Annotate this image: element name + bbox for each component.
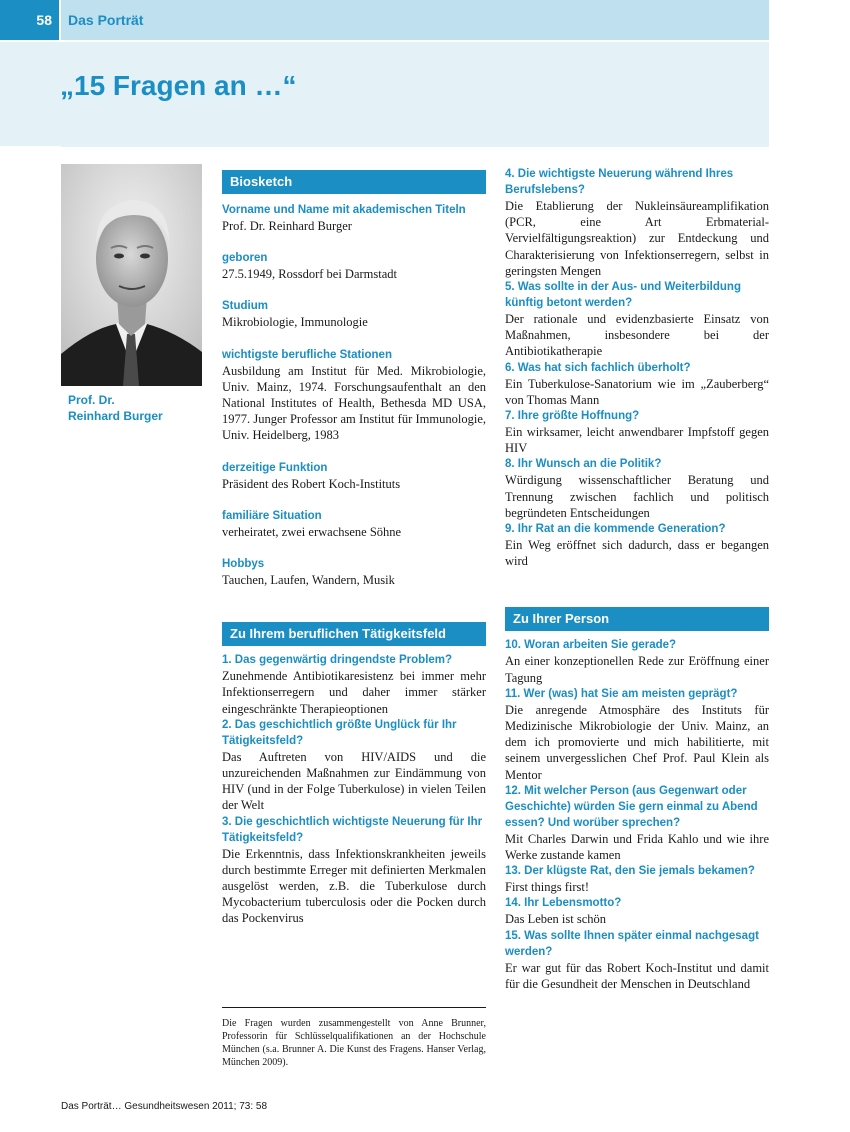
question: 9. Ihr Rat an die kommende Generation?	[505, 523, 726, 536]
question-block	[222, 814, 486, 927]
question: 10. Woran arbeiten Sie gerade?	[505, 639, 677, 652]
question-block	[505, 360, 769, 408]
bio-text: Mikrobiologie, Immunologie	[222, 315, 368, 330]
question-block	[505, 928, 769, 992]
photo-caption	[68, 392, 208, 424]
right-column	[505, 166, 769, 992]
bio-label: geboren	[222, 252, 268, 265]
question: 2. Das geschichtlich größte Unglück für Ihr Tätigkeitsfeld?	[222, 718, 457, 747]
bio-label: Vorname und Name mit akademischen Titeln	[222, 204, 466, 216]
question-block	[505, 863, 769, 895]
answer: Ein Weg eröffnet sich dadurch, dass er begangen wird	[505, 538, 769, 569]
question: 14. Ihr Lebensmotto?	[505, 897, 622, 910]
person-heading: Zu Ihrer Person	[505, 607, 769, 631]
question: 15. Was sollte Ihnen später einmal nachgesagt werden?	[505, 929, 759, 958]
bio-label: familiäre Situation	[222, 509, 322, 522]
bio-label: Studium	[222, 300, 268, 313]
answer: An einer konzeptionellen Rede zur Eröffnung einer Tagung	[505, 654, 769, 685]
question-block	[505, 456, 769, 521]
question-block	[505, 895, 769, 927]
bio-text: Ausbildung am Institut für Med. Mikrobiologie, Univ. Mainz, 1974. Forschungsaufenthalt an den National Institutes of Health, Bethesda MD USA, 1977. Junger Professor am Institut für Immunologie, Univ. Heidelberg, 1983	[222, 363, 486, 443]
answer: Er war gut für das Robert Koch-Institut und damit für die Gesundheit der Menschen in Deutschland	[505, 960, 769, 991]
caption-name: Reinhard Burger	[68, 409, 163, 423]
title-band	[0, 42, 769, 146]
question: 12. Mit welcher Person (aus Gegenwart oder Geschichte) würden Sie gern einmal zu Abend essen? Und worüber sprechen?	[505, 784, 758, 829]
section-title: Das Porträt	[61, 0, 769, 40]
question-block	[505, 521, 769, 569]
page-footer: Das Porträt… Gesundheitswesen 2011; 73: 58	[61, 1101, 268, 1112]
answer: Ein Tuberkulose-Sanatorium wie im „Zauberberg“ von Thomas Mann	[505, 376, 769, 407]
answer: Ein wirksamer, leicht anwendbarer Impfstoff gegen HIV	[505, 425, 769, 456]
question: 4. Die wichtigste Neuerung während Ihres Berufslebens?	[505, 168, 734, 196]
answer: Der rationale und evidenzbasierte Einsatz von Maßnahmen, insbesondere bei der Antibiotikatherapie	[505, 312, 769, 359]
question: 5. Was sollte in der Aus- und Weiterbildung künftig betont werden?	[505, 281, 741, 310]
bio-label: wichtigste berufliche Stationen	[222, 348, 392, 361]
bio-item	[222, 460, 486, 492]
footnote: Die Fragen wurden zusammengestellt von Anne Brunner, Professorin für Schlüsselqualifikationen an der Hochschule München (s.a. Brunner A. Die Kunst des Fragens. Hanser Verlag, München 2009).	[222, 1018, 486, 1068]
bio-text: Tauchen, Laufen, Wandern, Musik	[222, 573, 395, 588]
left-column	[222, 166, 486, 927]
page-number: 58	[0, 0, 59, 40]
beruf-heading: Zu Ihrem beruflichen Tätigkeitsfeld	[222, 622, 486, 646]
bio-item	[222, 347, 486, 444]
question-block	[505, 279, 769, 360]
answer: Zunehmende Antibiotikaresistenz bei immer mehr Infektionserregern und daher immer stärker eingeschränkte Therapieoptionen	[222, 669, 486, 716]
bio-text: Prof. Dr. Reinhard Burger	[222, 219, 352, 233]
bio-item	[222, 250, 486, 282]
question-block	[505, 686, 769, 783]
question-block	[505, 408, 769, 456]
footnote-rule	[222, 1007, 486, 1008]
bio-item	[222, 202, 486, 234]
question-block	[505, 166, 769, 279]
bio-text: 27.5.1949, Rossdorf bei Darmstadt	[222, 267, 397, 282]
question: 3. Die geschichtlich wichtigste Neuerung für Ihr Tätigkeitsfeld?	[222, 815, 483, 844]
question-block	[505, 783, 769, 863]
question: 11. Wer (was) hat Sie am meisten geprägt?	[505, 687, 738, 700]
answer: Mit Charles Darwin und Frida Kahlo und wie ihre Werke zustande kamen	[505, 831, 769, 863]
question: 1. Das gegenwärtig dringendste Problem?	[222, 654, 453, 667]
bio-text: Präsident des Robert Koch-Instituts	[222, 476, 401, 491]
bio-item	[222, 298, 486, 330]
question: 6. Was hat sich fachlich überholt?	[505, 361, 691, 374]
answer: Würdigung wissenschaftlicher Beratung und Trennung zwischen fachlich und politisch begründeten Entscheidungen	[505, 473, 769, 520]
biosketch-heading: Biosketch	[222, 170, 486, 194]
caption-title: Prof. Dr.	[68, 393, 115, 407]
answer: Die anregende Atmosphäre des Instituts für Medizinische Mikrobiologie der Univ. Mainz, an dem ich promovierte und mich habilitierte, mit seinem unvergesslichen Chef Prof. Paul Klein als Mentor	[505, 702, 769, 782]
bio-label: derzeitige Funktion	[222, 461, 328, 474]
bio-text: verheiratet, zwei erwachsene Söhne	[222, 524, 402, 539]
page-title: „15 Fragen an …“	[60, 70, 297, 101]
answer: First things first!	[505, 880, 590, 895]
question-block	[222, 717, 486, 814]
portrait-photo	[61, 164, 202, 386]
answer: Die Erkenntnis, dass Infektionskrankheiten jeweils durch bestimmte Erreger mit definierten Merkmalen ausgelöst werden, z.B. die Tuberkulose durch Mycobacterium tuberculosis oder die Pocken durch das Pockenvirus	[222, 846, 486, 926]
divider	[61, 146, 769, 147]
answer: Das Leben ist schön	[505, 912, 607, 927]
answer: Die Etablierung der Nukleinsäureamplifikation (PCR, eine Art Erbmaterial-Vervielfältigungsreaktion) zur Entdeckung und Charakterisierung von Infektionserregern, selbst in geringsten Mengen	[505, 199, 769, 278]
answer: Das Auftreten von HIV/AIDS und die unzureichenden Maßnahmen zur Eindämmung von HIV (und in der Folge Tuberkulose) in vielen Teilen der Welt	[222, 749, 486, 813]
bio-item	[222, 556, 486, 588]
question-block	[222, 652, 486, 717]
question: 7. Ihre größte Hoffnung?	[505, 410, 640, 423]
question: 13. Der klügste Rat, den Sie jemals bekamen?	[505, 865, 755, 878]
question-block	[505, 637, 769, 685]
bio-item	[222, 508, 486, 540]
bio-label: Hobbys	[222, 558, 265, 571]
question: 8. Ihr Wunsch an die Politik?	[505, 458, 662, 471]
